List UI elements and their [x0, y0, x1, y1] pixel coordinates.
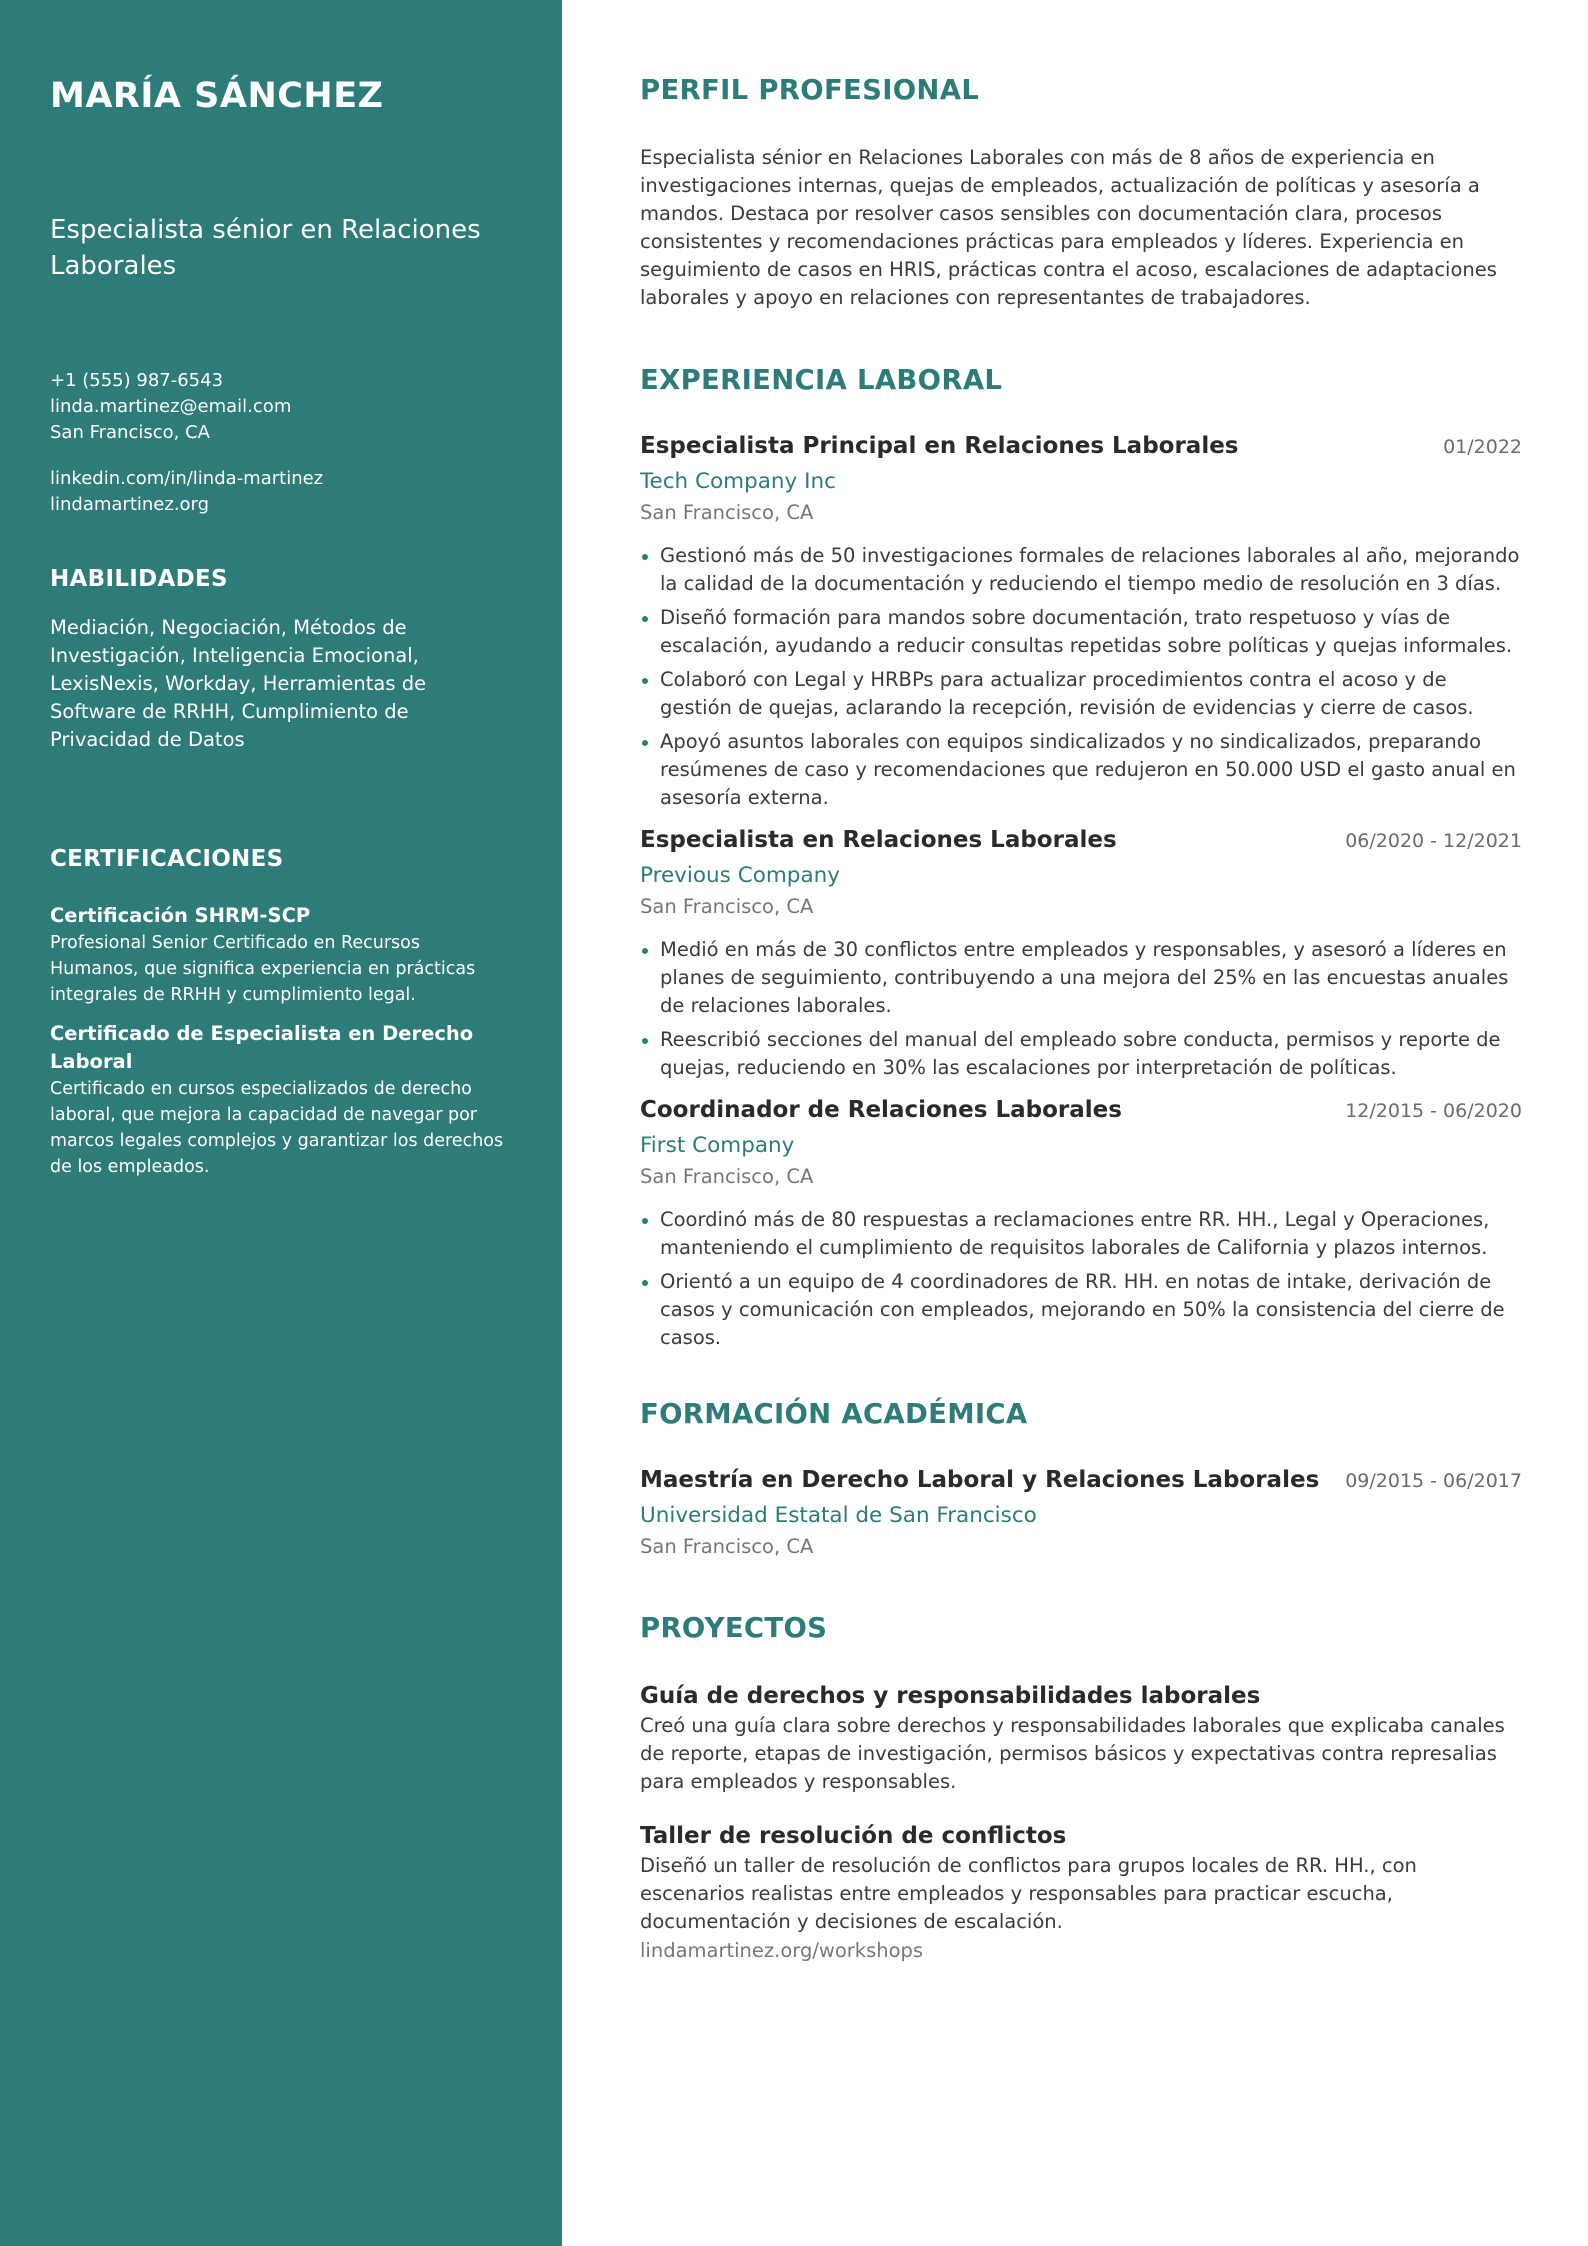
job-date: 06/2020 - 12/2021 [1345, 830, 1522, 852]
cert-title: Certificación SHRM-SCP [50, 904, 311, 927]
job-header [640, 824, 1522, 856]
job-bullet: Reescribió secciones del manual del empleado sobre conducta, permisos y reporte de quejas, reduciendo en 30% las escalaciones por interpretación de políticas. [640, 1026, 1522, 1082]
contact-website-link[interactable]: lindamartinez.org [50, 494, 210, 515]
cert-item [50, 902, 514, 1008]
job-header [640, 1094, 1522, 1126]
experience-heading: EXPERIENCIA LABORAL [640, 364, 1003, 396]
job-location: San Francisco, CA [640, 1165, 814, 1188]
education-date: 09/2015 - 06/2017 [1345, 1470, 1522, 1492]
job-entry [640, 1094, 1522, 1352]
contact-linkedin-link[interactable]: linkedin.com/in/linda-martinez [50, 468, 324, 489]
degree-title: Maestría en Derecho Laboral y Relaciones Laborales [640, 1467, 1320, 1493]
job-company: First Company [640, 1133, 795, 1158]
skills-heading: HABILIDADES [50, 566, 228, 592]
job-bullet: Apoyó asuntos laborales con equipos sindicalizados y no sindicalizados, preparando resúmenes de caso y recomendaciones que redujeron en 50.000 USD el gasto anual en asesoría externa. [640, 728, 1522, 812]
profile-summary: Especialista sénior en Relaciones Laborales con más de 8 años de experiencia en investigaciones internas, quejas de empleados, actualización de políticas y asesoría a mandos. Destaca por resolver casos sensibles con documentación clara, procesos consistentes y recomendaciones prácticas para empleados y líderes. Experiencia en seguimiento de casos en HRIS, prácticas contra el acoso, escalaciones de adaptaciones laborales y apoyo en relaciones con representantes de trabajadores. [640, 146, 1497, 309]
job-location: San Francisco, CA [640, 895, 814, 918]
job-bullet: Gestionó más de 50 investigaciones formales de relaciones laborales al año, mejorando la calidad de la documentación y reduciendo el tiempo medio de resolución en 3 días. [640, 542, 1522, 598]
school-name: Universidad Estatal de San Francisco [640, 1503, 1037, 1528]
project-item [640, 1820, 1522, 1966]
job-entry [640, 430, 1522, 812]
job-bullet: Colaboró con Legal y HRBPs para actualizar procedimientos contra el acoso y de gestión de quejas, aclarando la recepción, revisión de evidencias y cierre de casos. [640, 666, 1522, 722]
school-location: San Francisco, CA [640, 1535, 814, 1558]
cert-description: Profesional Senior Certificado en Recursos Humanos, que significa experiencia en prácticas integrales de RRHH y cumplimiento legal. [50, 933, 476, 1005]
education-heading: FORMACIÓN ACADÉMICA [640, 1398, 1028, 1430]
job-company: Previous Company [640, 863, 840, 888]
cert-title: Certificado de Especialista en Derecho Laboral [50, 1022, 474, 1073]
projects-section [640, 1610, 1522, 1966]
contact-phone[interactable]: +1 (555) 987-6543 [50, 370, 224, 391]
job-location: San Francisco, CA [640, 501, 814, 524]
project-title: Taller de resolución de conflictos [640, 1823, 1067, 1849]
education-header [640, 1464, 1522, 1496]
job-bullets [640, 936, 1522, 1082]
job-bullet: Diseñó formación para mandos sobre documentación, trato respetuoso y vías de escalación, ayudando a reducir consultas repetidas sobre políticas y quejas informales. [640, 604, 1522, 660]
job-date: 01/2022 [1443, 436, 1522, 458]
education-entry [640, 1464, 1522, 1562]
job-date: 12/2015 - 06/2020 [1345, 1100, 1522, 1122]
contact-gap [50, 446, 514, 466]
job-bullet: Medió en más de 30 conflictos entre empleados y responsables, y asesoró a líderes en planes de seguimiento, contribuyendo a una mejora del 25% en las encuestas anuales de relaciones laborales. [640, 936, 1522, 1020]
candidate-name: MARÍA SÁNCHEZ [50, 76, 384, 116]
profile-section [640, 72, 1522, 312]
job-bullets [640, 542, 1522, 812]
job-title: Coordinador de Relaciones Laborales [640, 1097, 1122, 1123]
main-content [640, 72, 1522, 1966]
project-title: Guía de derechos y responsabilidades laborales [640, 1683, 1261, 1709]
cert-item [50, 1020, 514, 1180]
cert-description: Certificado en cursos especializados de derecho laboral, que mejora la capacidad de navegar por marcos legales complejos y garantizar los derechos de los empleados. [50, 1079, 504, 1177]
education-section [640, 1396, 1522, 1562]
skills-list: Mediación, Negociación, Métodos de Investigación, Inteligencia Emocional, LexisNexis, Workday, Herramientas de Software de RRHH, Cumplimiento de Privacidad de Datos [50, 616, 427, 751]
job-bullet: Orientó a un equipo de 4 coordinadores de RR. HH. en notas de intake, derivación de casos y comunicación con empleados, mejorando en 50% la consistencia del cierre de casos. [640, 1268, 1522, 1352]
certifications-heading: CERTIFICACIONES [50, 846, 284, 872]
contact-block [50, 368, 514, 518]
job-header [640, 430, 1522, 462]
project-item [640, 1680, 1522, 1796]
job-title: Especialista Principal en Relaciones Laborales [640, 433, 1239, 459]
experience-section [640, 362, 1522, 1352]
projects-heading: PROYECTOS [640, 1612, 828, 1644]
job-entry [640, 824, 1522, 1082]
job-bullet: Coordinó más de 80 respuestas a reclamaciones entre RR. HH., Legal y Operaciones, manteniendo el cumplimiento de requisitos laborales de California y plazos internos. [640, 1206, 1522, 1262]
project-description: Creó una guía clara sobre derechos y responsabilidades laborales que explicaba canales de reporte, etapas de investigación, permisos básicos y expectativas contra represalias para empleados y responsables. [640, 1714, 1505, 1793]
contact-location: San Francisco, CA [50, 422, 210, 443]
candidate-headline: Especialista sénior en Relaciones Laborales [50, 215, 481, 281]
sidebar [0, 0, 562, 2246]
job-company: Tech Company Inc [640, 469, 836, 494]
project-link[interactable]: lindamartinez.org/workshops [640, 1939, 924, 1962]
profile-heading: PERFIL PROFESIONAL [640, 74, 980, 106]
contact-email[interactable]: linda.martinez@email.com [50, 396, 292, 417]
job-title: Especialista en Relaciones Laborales [640, 827, 1117, 853]
job-bullets [640, 1206, 1522, 1352]
project-description: Diseñó un taller de resolución de conflictos para grupos locales de RR. HH., con escenarios realistas entre empleados y responsables para practicar escucha, documentación y decisiones de escalación. [640, 1854, 1417, 1933]
